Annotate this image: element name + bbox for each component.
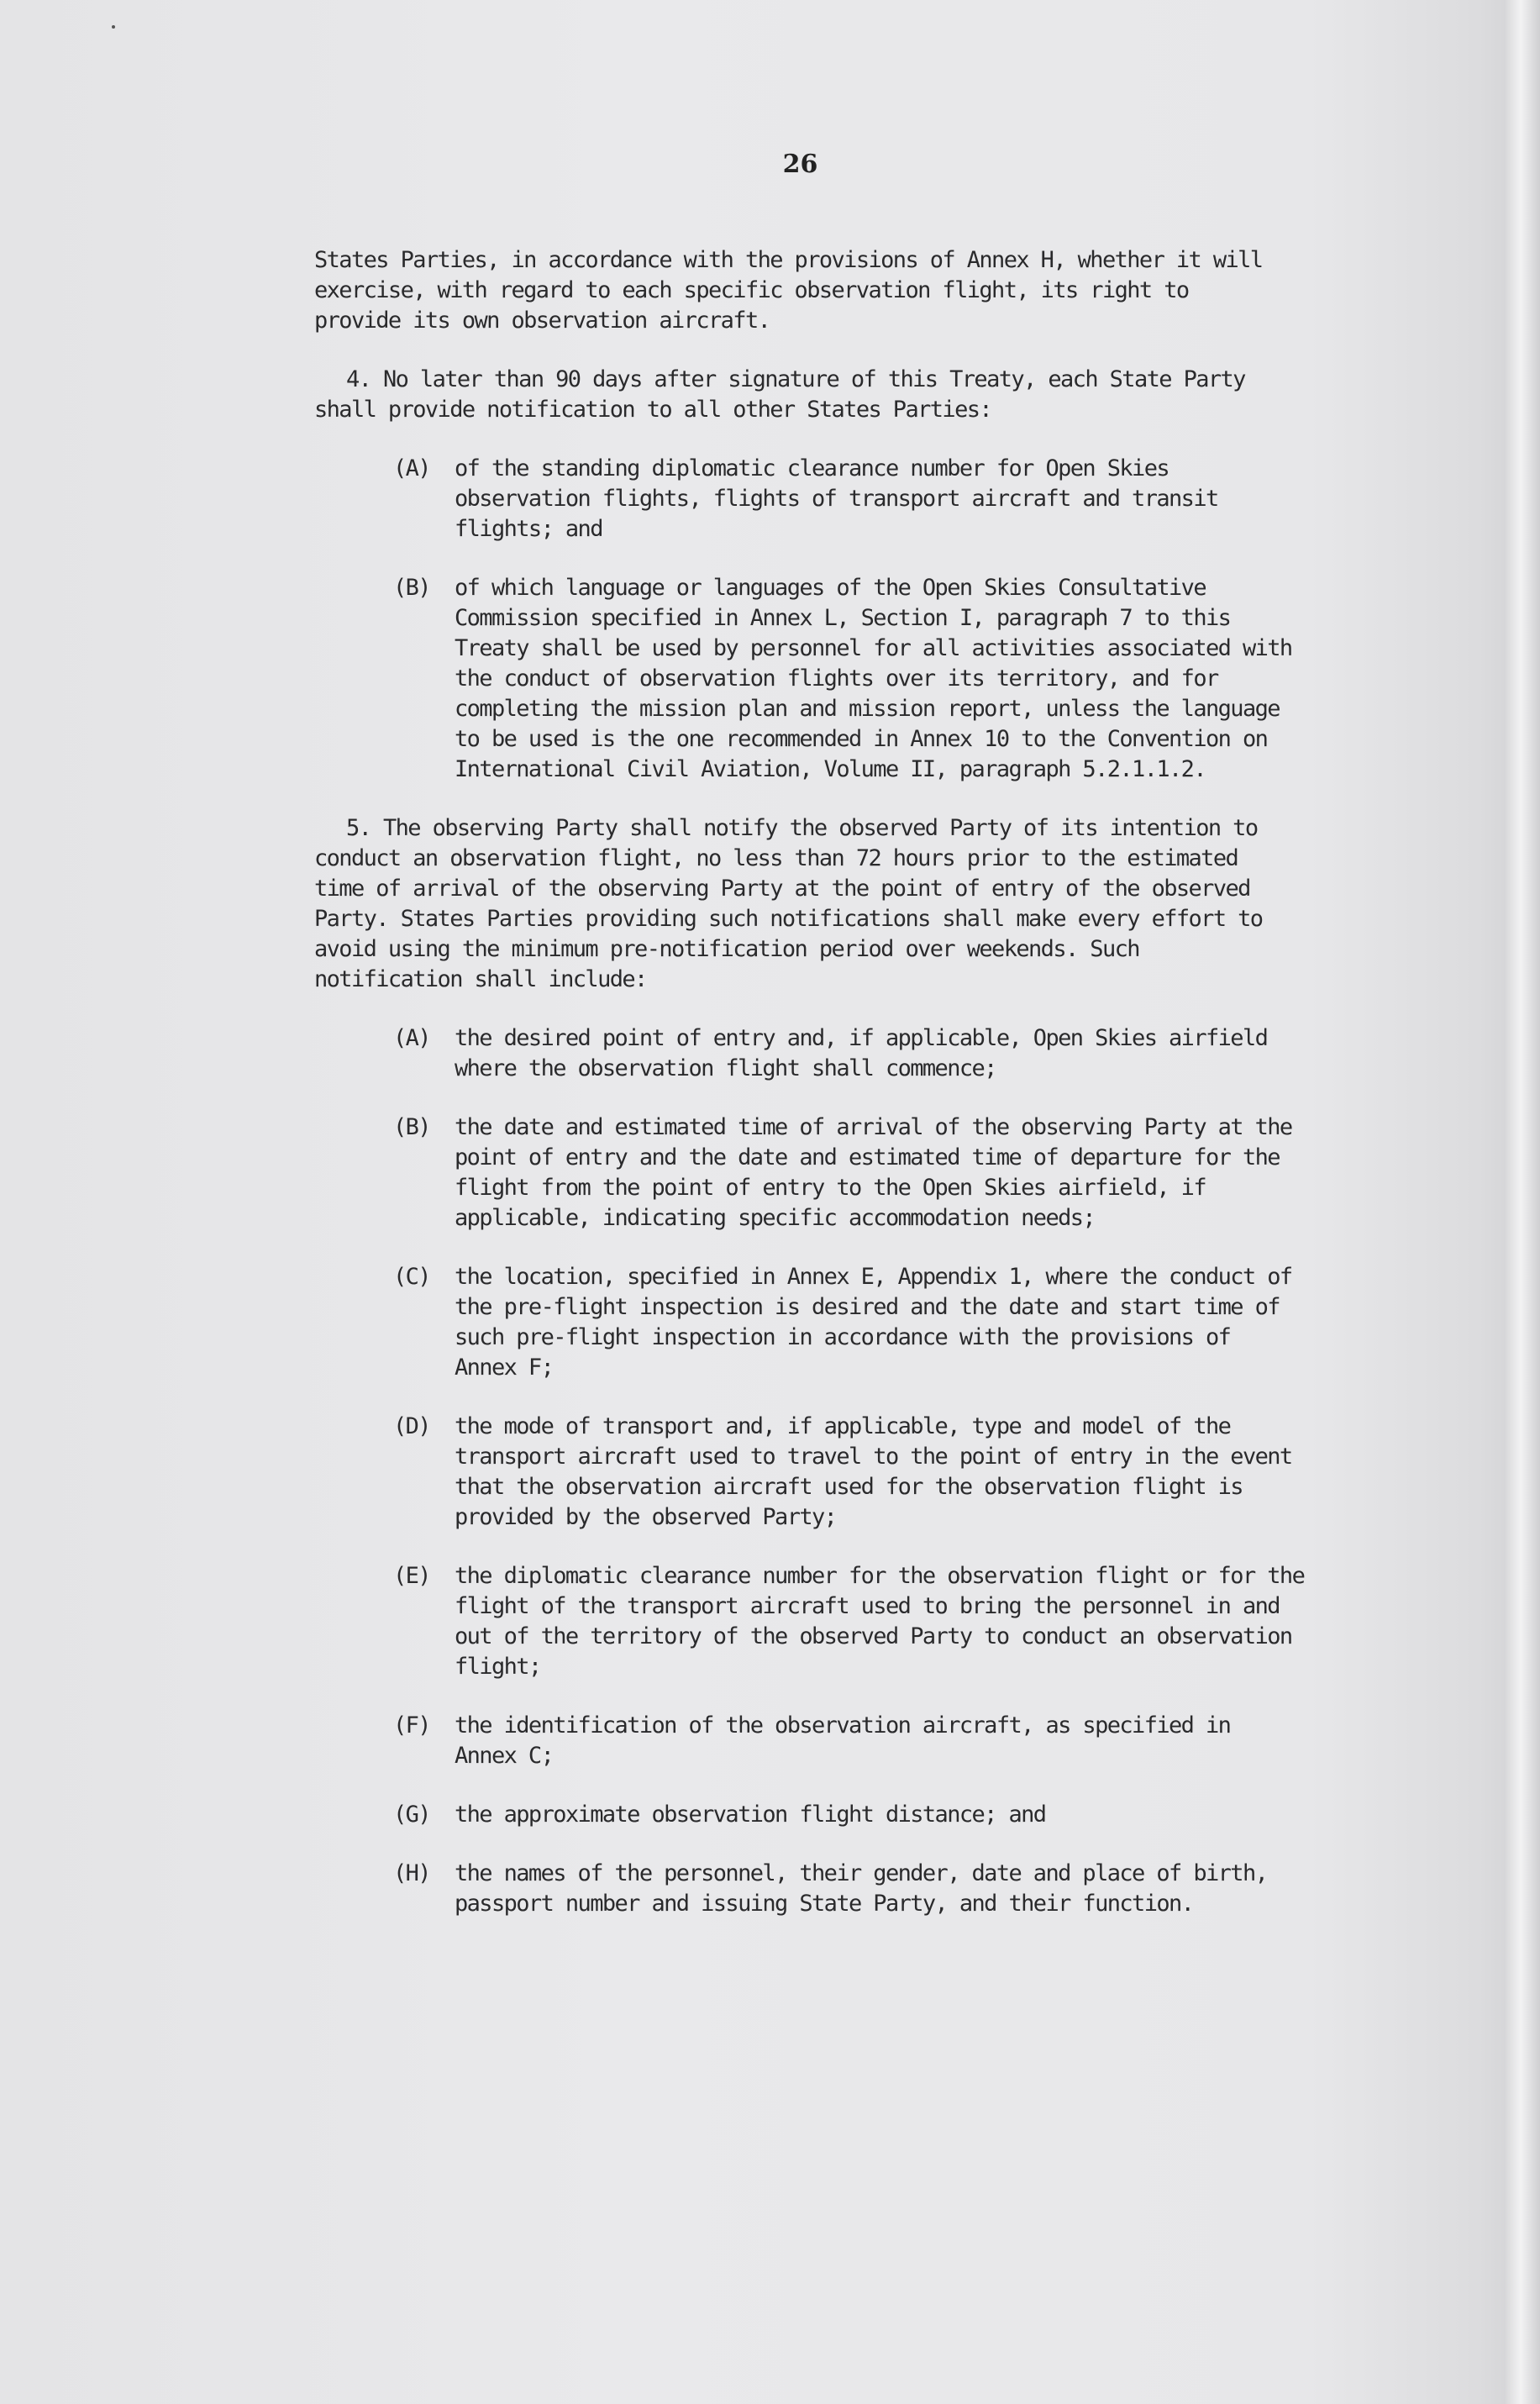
text-line: the date and estimated time of arrival of the observing Party at the: [455, 1114, 1292, 1140]
text-line: flights; and: [455, 516, 602, 542]
text-line: that the observation aircraft used for the observation flight is: [455, 1474, 1243, 1500]
text-line: to be used is the one recommended in Annex 10 to the Convention on: [455, 726, 1268, 752]
text-line: the approximate observation flight distance; and: [455, 1802, 1046, 1828]
text-line: 5. The observing Party shall notify the observed Party of its intention to: [346, 815, 1258, 841]
text-line: the diplomatic clearance number for the observation flight or for the: [455, 1563, 1305, 1589]
text-line: the pre-flight inspection is desired and the date and start time of: [455, 1294, 1280, 1320]
text-line: Treaty shall be used by personnel for all activities associated with: [455, 635, 1292, 661]
text-line: shall provide notification to all other States Parties:: [314, 397, 992, 423]
text-line: out of the territory of the observed Party to conduct an observation: [455, 1623, 1292, 1649]
text-line: flight from the point of entry to the Open Skies airfield, if: [455, 1175, 1206, 1201]
list-item-label: (G): [393, 1802, 430, 1828]
text-line: Party. States Parties providing such notifications shall make every effort to: [314, 906, 1263, 932]
list-item-label: (A): [393, 1025, 430, 1051]
text-line: the names of the personnel, their gender, date and place of birth,: [455, 1860, 1268, 1886]
list-item-5g: [314, 1800, 1490, 1830]
text-line: conduct an observation flight, no less than 72 hours prior to the estimated: [314, 845, 1238, 871]
text-line: avoid using the minimum pre-notification period over weekends. Such: [314, 936, 1139, 962]
text-line: such pre-flight inspection in accordance with the provisions of: [455, 1324, 1231, 1350]
text-line: flight of the transport aircraft used to bring the personnel in and: [455, 1593, 1280, 1619]
list-item-label: (C): [393, 1264, 430, 1290]
list-item-label: (A): [393, 455, 430, 481]
text-line: the mode of transport and, if applicable, type and model of the: [455, 1413, 1231, 1439]
text-line: completing the mission plan and mission report, unless the language: [455, 696, 1280, 722]
text-line: the desired point of entry and, if applicable, Open Skies airfield: [455, 1025, 1268, 1051]
page-number: 26: [782, 150, 818, 179]
scan-speck: [112, 25, 115, 29]
document-body: [314, 245, 1490, 1948]
list-item-5f: [314, 1711, 1490, 1771]
text-line: exercise, with regard to each specific observation flight, its right to: [314, 277, 1189, 303]
text-line: passport number and issuing State Party, and their function.: [455, 1891, 1194, 1917]
list-item-5h: [314, 1859, 1490, 1919]
list-item-5b: [314, 1113, 1490, 1234]
list-item-label: (B): [393, 1114, 430, 1140]
text-line: Commission specified in Annex L, Section I, paragraph 7 to this: [455, 605, 1231, 631]
list-item-label: (B): [393, 575, 430, 601]
list-item-5e: [314, 1561, 1490, 1682]
text-line: the identification of the observation aircraft, as specified in: [455, 1712, 1231, 1739]
text-line: time of arrival of the observing Party at the point of entry of the observed: [314, 876, 1250, 902]
list-item-label: (D): [393, 1413, 430, 1439]
text-line: Annex F;: [455, 1355, 554, 1381]
text-line: observation flights, flights of transport aircraft and transit: [455, 486, 1218, 512]
list-item-label: (F): [393, 1712, 430, 1739]
text-line: States Parties, in accordance with the provisions of Annex H, whether it will: [314, 247, 1263, 273]
text-line: where the observation flight shall commence;: [455, 1055, 996, 1081]
text-line: provided by the observed Party;: [455, 1504, 837, 1530]
list-item-5d: [314, 1412, 1490, 1533]
text-line: the location, specified in Annex E, Appendix 1, where the conduct of: [455, 1264, 1292, 1290]
text-line: Annex C;: [455, 1743, 554, 1769]
list-item-label: (H): [393, 1860, 430, 1886]
text-line: flight;: [455, 1654, 541, 1680]
text-line: provide its own observation aircraft.: [314, 308, 770, 334]
paragraph-continuation: [314, 245, 1490, 336]
paragraph-4: [314, 365, 1490, 425]
text-line: of which language or languages of the Open Skies Consultative: [455, 575, 1206, 601]
text-line: International Civil Aviation, Volume II, paragraph 5.2.1.1.2.: [455, 756, 1206, 782]
paragraph-5: [314, 813, 1490, 995]
list-item-4a: [314, 454, 1490, 544]
text-line: applicable, indicating specific accommodation needs;: [455, 1205, 1096, 1231]
list-item-4b: [314, 573, 1490, 785]
list-item-5a: [314, 1023, 1490, 1084]
text-line: of the standing diplomatic clearance number for Open Skies: [455, 455, 1169, 481]
list-item-5c: [314, 1262, 1490, 1383]
text-line: point of entry and the date and estimated time of departure for the: [455, 1144, 1280, 1170]
text-line: the conduct of observation flights over its territory, and for: [455, 665, 1218, 692]
text-line: transport aircraft used to travel to the point of entry in the event: [455, 1444, 1292, 1470]
text-line: 4. No later than 90 days after signature of this Treaty, each State Party: [346, 366, 1245, 392]
text-line: notification shall include:: [314, 966, 647, 992]
list-item-label: (E): [393, 1563, 430, 1589]
page-edge-shadow: [1505, 0, 1540, 2404]
